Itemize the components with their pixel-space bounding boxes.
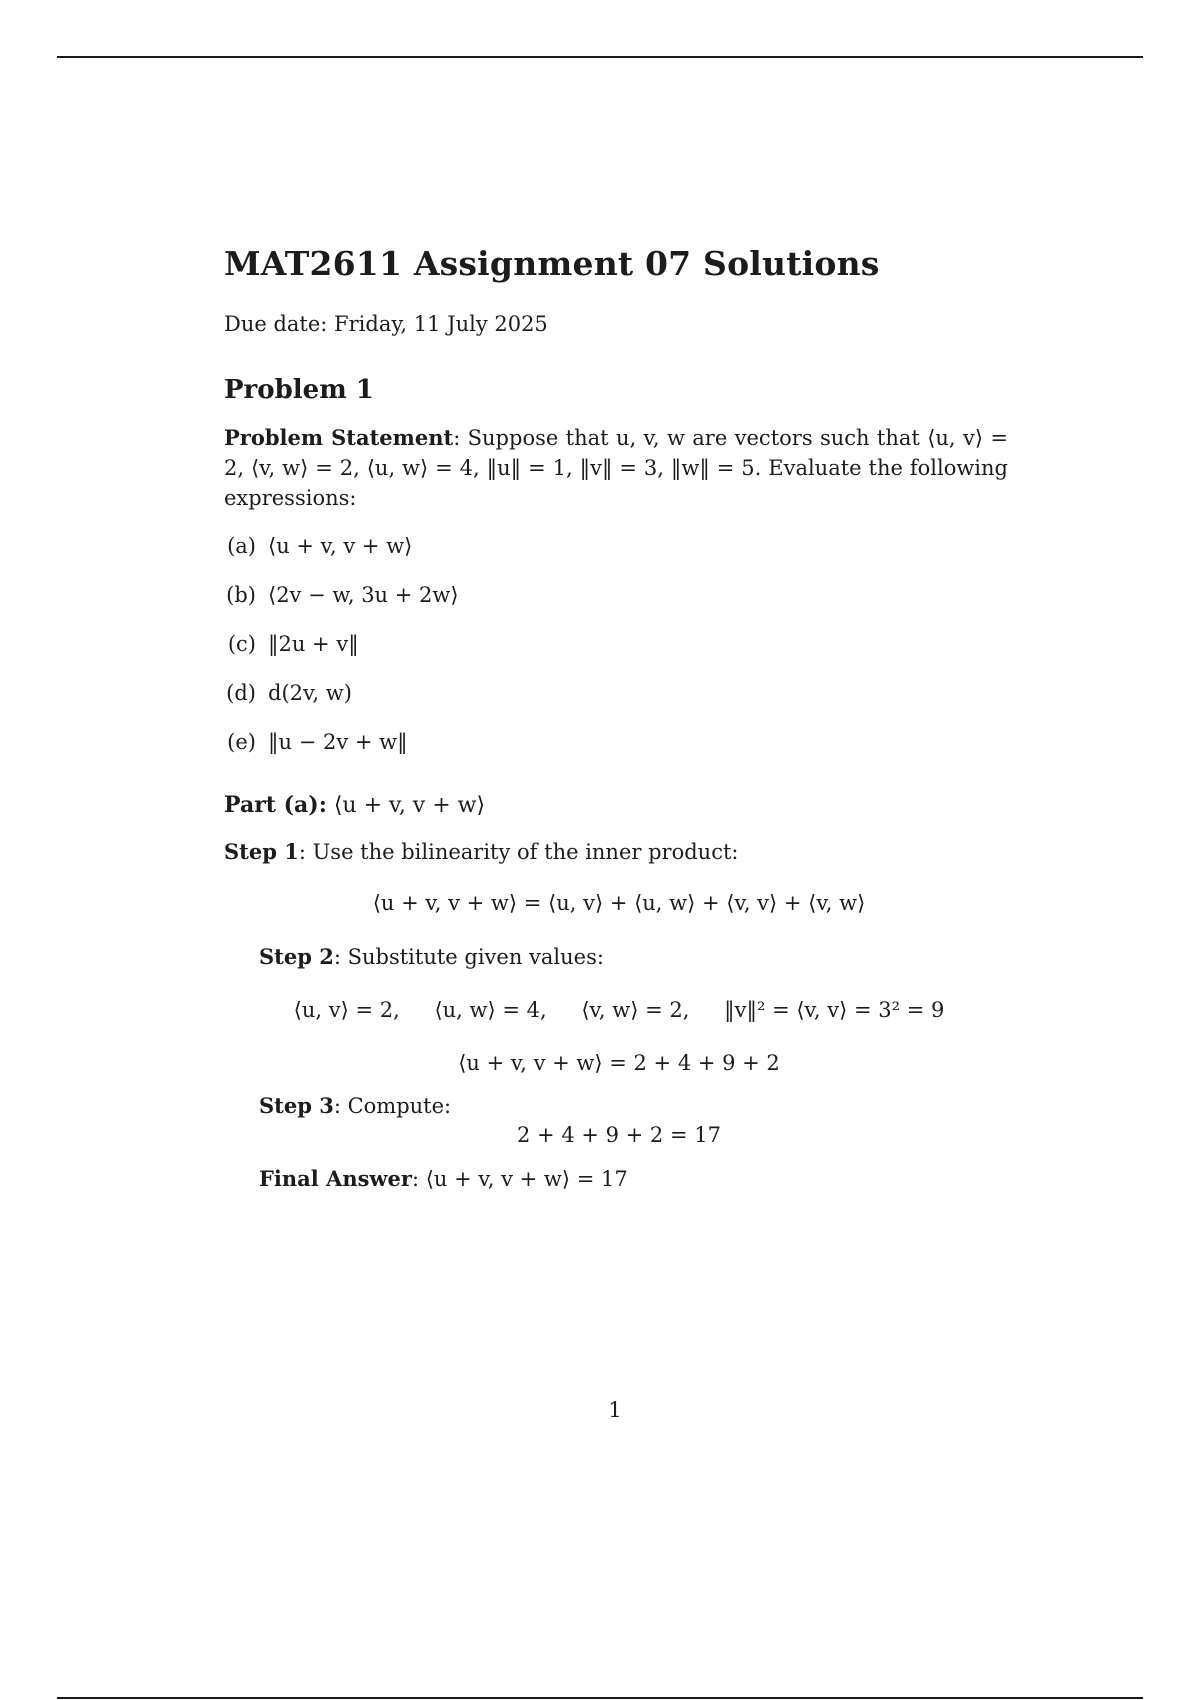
item-label: (e) — [227, 730, 256, 754]
final-answer-label: Final Answer — [259, 1166, 412, 1191]
step-1-text: : Use the bilinearity of the inner product: — [298, 840, 739, 864]
list-item — [216, 681, 352, 705]
part-a-label: Part (a): — [224, 792, 327, 818]
item-expr: ‖u − 2v + w‖ — [268, 730, 408, 754]
item-label: (b) — [226, 583, 256, 607]
step-3-label: Step 3 — [259, 1093, 334, 1118]
problem-heading: Problem 1 — [224, 375, 374, 405]
step-2-values-row — [224, 998, 1014, 1022]
problem-statement — [224, 423, 1008, 513]
step-1 — [224, 839, 738, 864]
final-answer — [259, 1166, 628, 1191]
problem-statement-label: Problem Statement — [224, 425, 454, 450]
page-title: MAT2611 Assignment 07 Solutions — [224, 244, 880, 283]
item-expr: ‖2u + v‖ — [268, 632, 359, 656]
item-label: (c) — [227, 632, 256, 656]
list-item — [216, 534, 412, 558]
item-label: (a) — [227, 534, 256, 558]
step-2 — [259, 944, 604, 969]
step-1-label: Step 1 — [224, 839, 299, 864]
step-2-label: Step 2 — [259, 944, 334, 969]
part-a-heading — [224, 792, 485, 818]
final-answer-text: : ⟨u + v, v + w⟩ = 17 — [411, 1167, 628, 1191]
part-a-expr: ⟨u + v, v + w⟩ — [333, 793, 486, 818]
item-expr: ⟨2v − w, 3u + 2w⟩ — [268, 583, 459, 607]
step-3 — [259, 1093, 451, 1118]
value-uw: ⟨u, w⟩ = 4, — [434, 998, 547, 1022]
bottom-rule — [57, 1697, 1143, 1699]
value-vw: ⟨v, w⟩ = 2, — [581, 998, 690, 1022]
item-expr: d(2v, w) — [268, 681, 352, 705]
item-expr: ⟨u + v, v + w⟩ — [268, 534, 413, 558]
top-rule — [57, 56, 1143, 58]
page-number: 1 — [608, 1398, 622, 1422]
due-date: Due date: Friday, 11 July 2025 — [224, 312, 548, 336]
item-label: (d) — [226, 681, 256, 705]
list-item — [216, 730, 408, 754]
step-3-equation: 2 + 4 + 9 + 2 = 17 — [517, 1123, 721, 1147]
step-2-equation: ⟨u + v, v + w⟩ = 2 + 4 + 9 + 2 — [458, 1051, 780, 1075]
step-3-text: : Compute: — [333, 1094, 452, 1118]
list-item — [216, 632, 359, 656]
step-2-text: : Substitute given values: — [333, 945, 604, 969]
list-item — [216, 583, 459, 607]
value-vv: ‖v‖² = ⟨v, v⟩ = 3² = 9 — [724, 998, 945, 1022]
step-1-equation: ⟨u + v, v + w⟩ = ⟨u, v⟩ + ⟨u, w⟩ + ⟨v, v⟩ + ⟨v, w⟩ — [372, 891, 866, 915]
problem-statement-text: : Suppose that u, v, w are vectors such that ⟨u, v⟩ = 2, ⟨v, w⟩ = 2, ⟨u, w⟩ = 4, ‖u‖ = 1, ‖v‖ = 3, ‖w‖ = 5. Evaluate the following expressions: — [224, 426, 1009, 510]
value-uv: ⟨u, v⟩ = 2, — [293, 998, 400, 1022]
